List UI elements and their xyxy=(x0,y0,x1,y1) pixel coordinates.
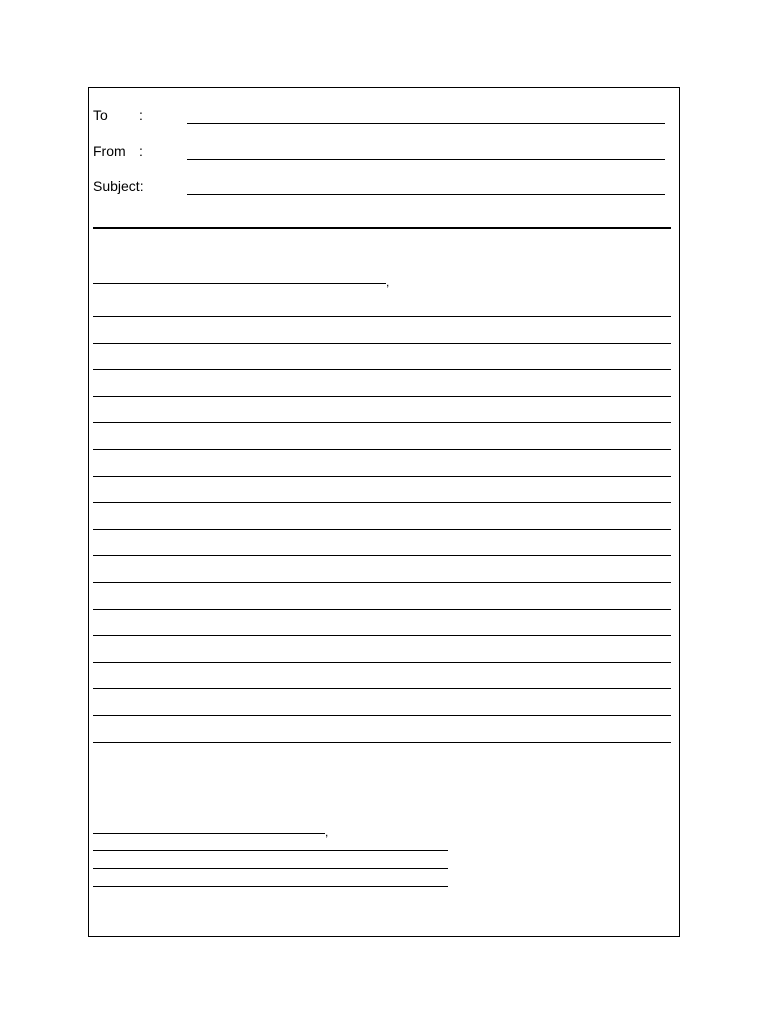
to-field xyxy=(93,106,665,126)
letter-frame xyxy=(88,87,680,937)
body-line[interactable] xyxy=(93,449,671,450)
body-line[interactable] xyxy=(93,688,671,689)
from-field xyxy=(93,142,665,162)
from-colon: : xyxy=(139,143,143,159)
body-line[interactable] xyxy=(93,343,671,344)
salutation-line[interactable] xyxy=(93,283,386,284)
body-line[interactable] xyxy=(93,529,671,530)
title-line[interactable] xyxy=(93,886,448,887)
closing-comma: , xyxy=(325,825,329,839)
header-separator xyxy=(93,227,671,229)
salutation-comma: , xyxy=(386,275,390,289)
subject-field xyxy=(93,177,665,197)
body-line[interactable] xyxy=(93,662,671,663)
body-line[interactable] xyxy=(93,502,671,503)
to-label: To xyxy=(93,107,108,123)
body-line[interactable] xyxy=(93,476,671,477)
body-line[interactable] xyxy=(93,316,671,317)
body-line[interactable] xyxy=(93,396,671,397)
body-line[interactable] xyxy=(93,635,671,636)
body-line[interactable] xyxy=(93,742,671,743)
name-line[interactable] xyxy=(93,868,448,869)
body-line[interactable] xyxy=(93,555,671,556)
from-label: From xyxy=(93,143,126,159)
subject-label: Subject: xyxy=(93,178,144,194)
closing-line[interactable] xyxy=(93,833,325,834)
body-line[interactable] xyxy=(93,582,671,583)
body-line[interactable] xyxy=(93,369,671,370)
subject-entry-line[interactable] xyxy=(187,194,665,195)
to-colon: : xyxy=(139,107,143,123)
body-line[interactable] xyxy=(93,609,671,610)
body-line[interactable] xyxy=(93,715,671,716)
body-line[interactable] xyxy=(93,422,671,423)
signature-line[interactable] xyxy=(93,850,448,851)
from-entry-line[interactable] xyxy=(187,159,665,160)
to-entry-line[interactable] xyxy=(187,123,665,124)
